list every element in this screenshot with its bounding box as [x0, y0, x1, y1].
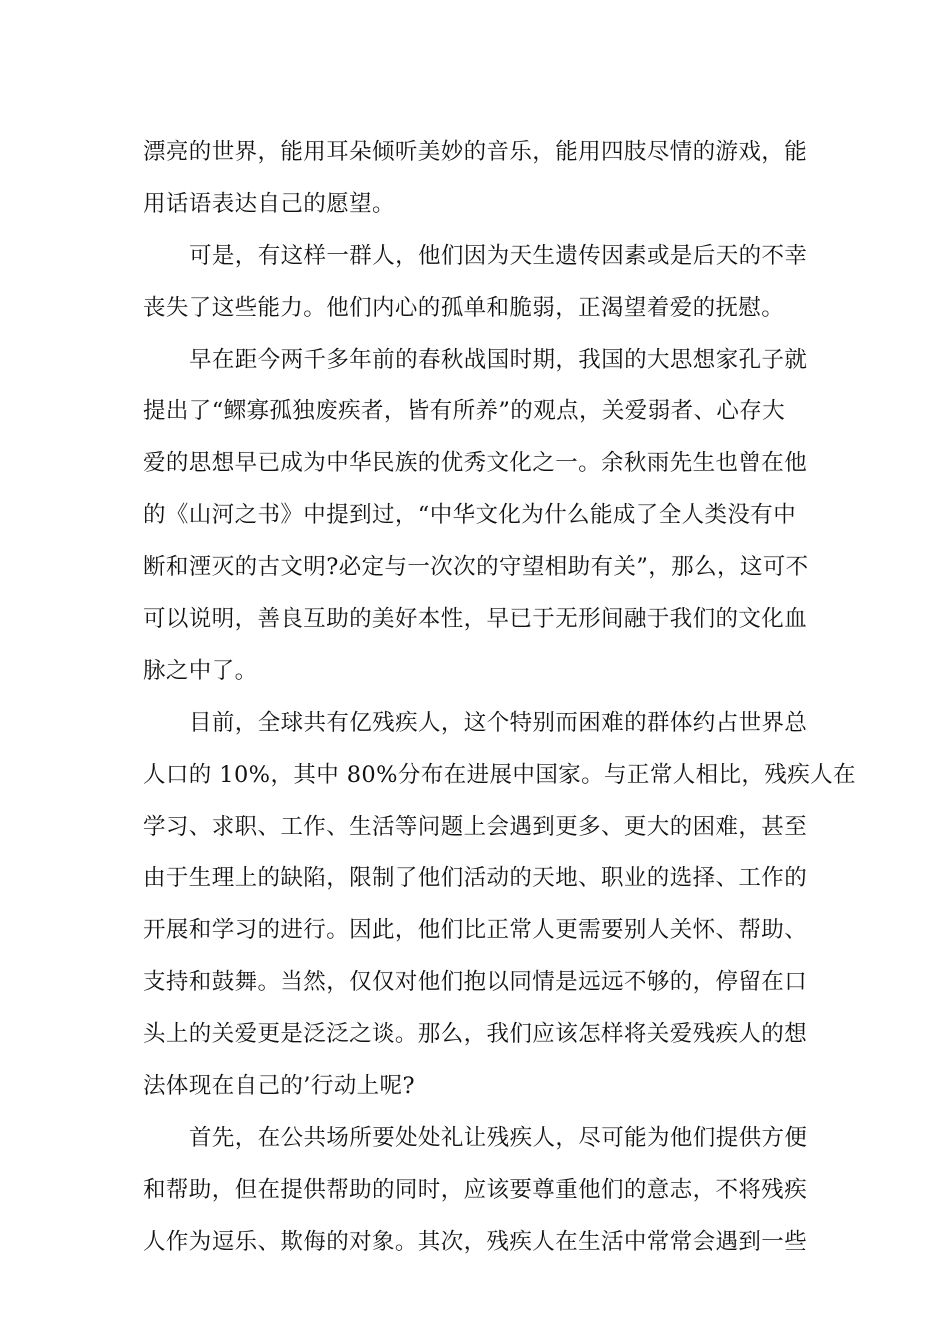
text-line: 漂亮的世界，能用耳朵倾听美妙的音乐，能用四肢尽情的游戏，能 [143, 139, 808, 165]
text-line: 断和湮灭的古文明?必定与一次次的守望相助有关”，那么，这可不 [143, 554, 809, 581]
body-text [143, 127, 856, 1269]
text-line: 法体现在自己的’行动上呢? [143, 1073, 415, 1100]
text-line: 脉之中了。 [143, 657, 258, 684]
text-line: 目前，全球共有亿残疾人，这个特别而困难的群体约占世界总 [189, 709, 808, 736]
text-line: 用话语表达自己的愿望。 [143, 190, 395, 217]
text-line: 学习、求职、工作、生活等问题上会遇到更多、更大的困难，甚至 [143, 813, 808, 840]
text-line: 可以说明，善良互助的美好本性，早已于无形间融于我们的文化血 [143, 606, 808, 633]
text-line: 由于生理上的缺陷，限制了他们活动的天地、职业的选择、工作的 [143, 865, 808, 892]
text-line: 和帮助，但在提供帮助的同时，应该要尊重他们的意志，不将残疾 [143, 1176, 808, 1203]
text-line: 丧失了这些能力。他们内心的孤单和脆弱，正渴望着爱的抚慰。 [143, 294, 785, 321]
text-line: 的《山河之书》中提到过，“中华文化为什么能成了全人类没有中 [143, 502, 797, 529]
text-line: 早在距今两千多年前的春秋战国时期，我国的大思想家孔子就 [189, 346, 808, 373]
text-line: 人口的 10%，其中 80%分布在进展中国家。与正常人相比，残疾人在 [143, 761, 856, 788]
text-line: 支持和鼓舞。当然，仅仅对他们抱以同情是远远不够的，停留在口 [143, 969, 808, 996]
text-line: 首先，在公共场所要处处礼让残疾人，尽可能为他们提供方便 [189, 1124, 808, 1151]
text-line: 头上的关爱更是泛泛之谈。那么，我们应该怎样将关爱残疾人的想 [143, 1021, 808, 1048]
text-line: 可是，有这样一群人，他们因为天生遗传因素或是后天的不幸 [189, 242, 808, 269]
text-line: 开展和学习的进行。因此，他们比正常人更需要别人关怀、帮助、 [143, 917, 808, 944]
text-line: 提出了“鳏寡孤独废疾者，皆有所养”的观点，关爱弱者、心存大 [143, 398, 786, 425]
text-line: 爱的思想早已成为中华民族的优秀文化之一。余秋雨先生也曾在他 [143, 450, 808, 477]
text-line: 人作为逗乐、欺侮的对象。其次，残疾人在生活中常常会遇到一些 [143, 1228, 808, 1255]
